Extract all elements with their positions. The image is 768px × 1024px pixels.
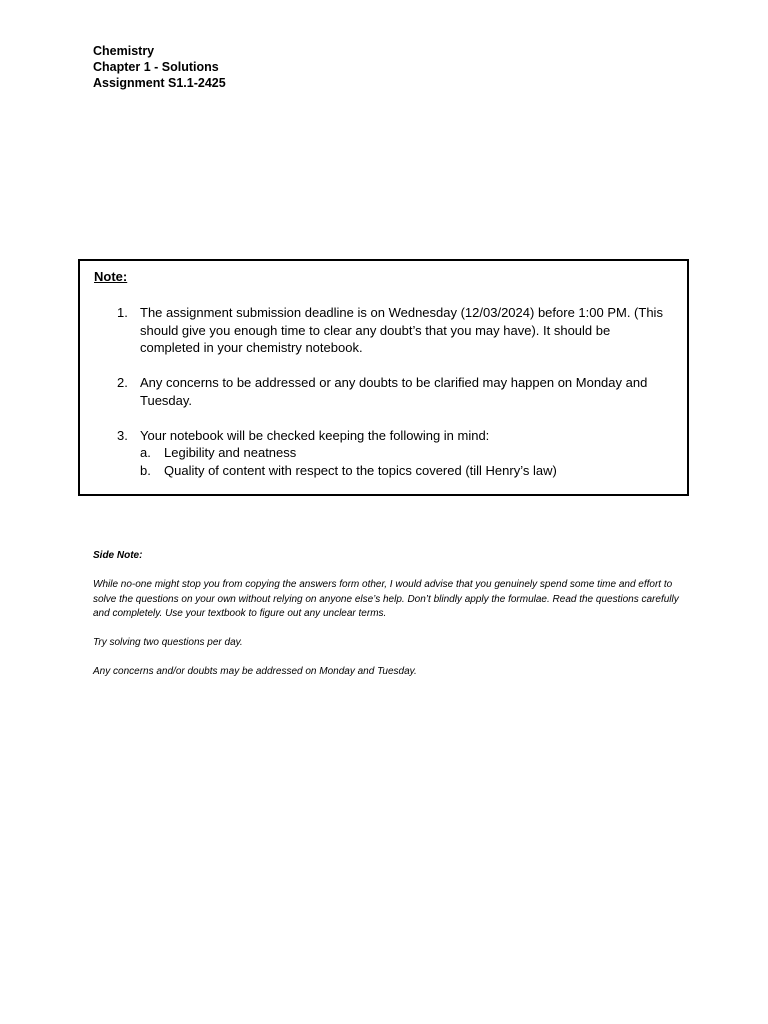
- chapter-title: Chapter 1 - Solutions: [93, 60, 219, 74]
- note-item-notebook-check: [94, 427, 669, 480]
- note-subitem-legibility: [140, 444, 669, 462]
- side-note: [93, 549, 683, 694]
- side-note-paragraph-pace: Try solving two questions per day.: [93, 637, 243, 648]
- note-item-number: 2.: [117, 375, 128, 390]
- assignment-id: Assignment S1.1-2425: [93, 76, 226, 90]
- side-note-paragraph-concerns: Any concerns and/or doubts may be addressed on Monday and Tuesday.: [93, 666, 417, 677]
- note-subitem-text: Quality of content with respect to the topics covered (till Henry’s law): [164, 462, 557, 478]
- note-item-deadline: [94, 304, 669, 357]
- document-header: [93, 43, 226, 91]
- note-item-concerns: [94, 374, 669, 409]
- note-item-number: 3.: [117, 427, 128, 443]
- note-item-text: Any concerns to be addressed or any doubts to be clarified may happen on Monday and Tuesday.: [140, 375, 648, 408]
- note-subitem-letter: a.: [140, 445, 151, 460]
- note-subitem-content-quality: [140, 462, 669, 480]
- note-subitem-text: Legibility and neatness: [164, 445, 297, 460]
- note-box: [78, 259, 689, 496]
- side-note-title: Side Note:: [93, 550, 143, 561]
- subject-title: Chemistry: [93, 44, 155, 58]
- side-note-paragraph-advice: While no-one might stop you from copying the answers form other, I would advise that you genuinely spend some time and effort to solve the questions on your own without relying on anyone else’s help. Don’t blindly apply the formulae. Read the questions carefully and completely. Use your textbook to figure out any unclear terms.: [93, 579, 679, 619]
- note-item-text: The assignment submission deadline is on Wednesday (12/03/2024) before 1:00 PM. (This should give you enough time to clear any doubt’s that you may have). It should be completed in your chemistry notebook.: [140, 305, 663, 355]
- note-list: [94, 304, 669, 497]
- note-item-number: 1.: [117, 305, 128, 320]
- note-subitem-letter: b.: [140, 462, 151, 478]
- note-title: Note:: [94, 269, 128, 284]
- note-item-text: Your notebook will be checked keeping the following in mind:: [140, 427, 490, 443]
